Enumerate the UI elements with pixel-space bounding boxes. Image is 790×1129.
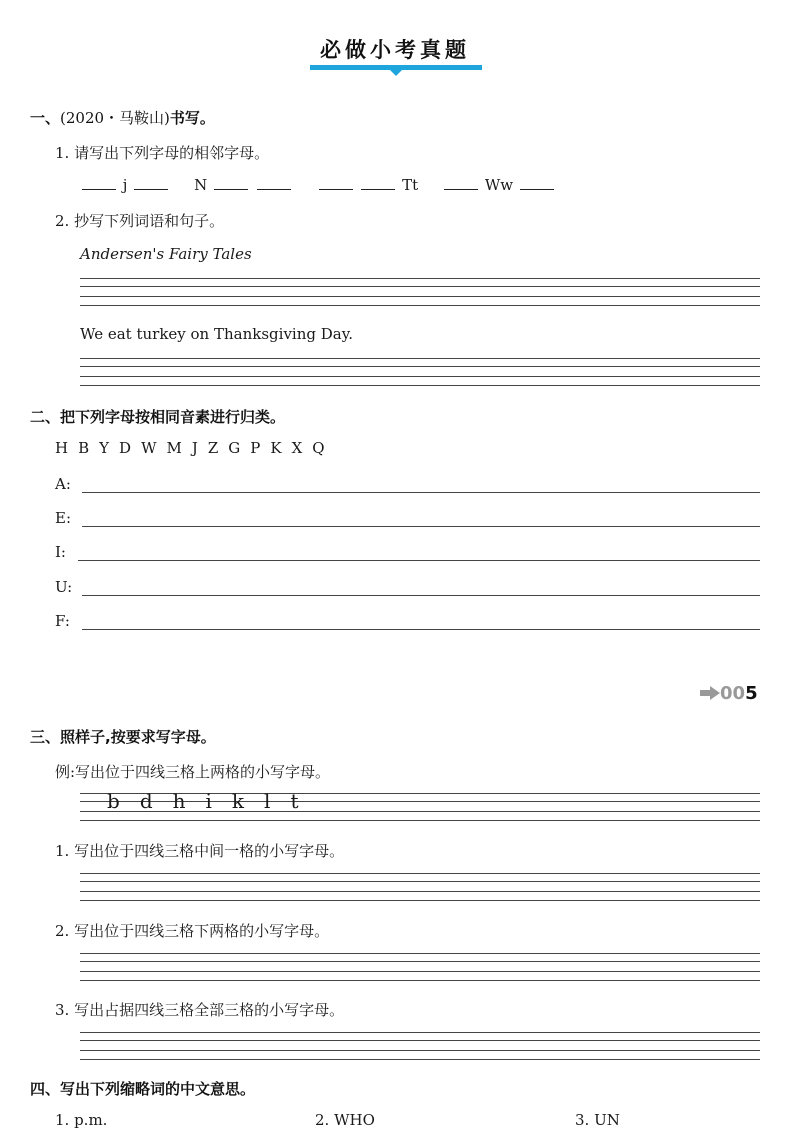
section3-q1: 1. 写出位于四线三格中间一格的小写字母。 (55, 842, 345, 860)
label-U: U: (55, 578, 73, 596)
section4-item-2: 2. WHO (315, 1111, 375, 1129)
answer-blank[interactable] (82, 176, 116, 190)
answer-blank[interactable] (134, 176, 168, 190)
letter-j: j (122, 176, 128, 194)
label-E: E: (55, 509, 72, 527)
example-letter: d (139, 789, 153, 813)
letter-item: H (55, 439, 69, 457)
letter-item: K (270, 439, 282, 457)
section3-heading: 三、照样子,按要求写字母。 (30, 728, 216, 746)
page-title: 必做小考真题 (320, 38, 470, 62)
section3-example: 例:写出位于四线三格上两格的小写字母。 (55, 763, 331, 781)
answer-line-U[interactable] (82, 595, 760, 596)
letter-item: D (119, 439, 132, 457)
letter-Tt: Tt (402, 176, 419, 194)
page-number (700, 683, 758, 704)
title-underline-pointer (390, 70, 402, 76)
section1-heading-text: 书写。 (169, 109, 215, 127)
answer-line-I[interactable] (78, 560, 760, 561)
answer-blank[interactable] (444, 176, 478, 190)
answer-blank[interactable] (257, 176, 291, 190)
section1-heading-year: (2020・马鞍山) (60, 109, 170, 127)
answer-blank[interactable] (214, 176, 248, 190)
letter-item: P (250, 439, 261, 457)
letter-item: Q (312, 439, 325, 457)
letter-Ww: Ww (484, 176, 514, 194)
section1-q2-sentence: We eat turkey on Thanksgiving Day. (80, 325, 353, 343)
example-letter: k (231, 789, 245, 813)
arrow-right-icon (700, 686, 720, 700)
section4-item-3: 3. UN (575, 1111, 620, 1129)
example-letter: i (205, 789, 212, 813)
section1-q2: 2. 抄写下列词语和句子。 (55, 212, 225, 230)
answer-blank[interactable] (361, 176, 395, 190)
section4-item-1: 1. p.m. (55, 1111, 108, 1129)
letter-item: J (191, 439, 198, 457)
page-number-bold: 5 (745, 683, 758, 704)
section1-q1-answers (80, 176, 556, 194)
letter-item: Z (207, 439, 219, 457)
letter-item: B (78, 439, 90, 457)
section1-heading (30, 107, 215, 128)
answer-line-E[interactable] (82, 526, 760, 527)
label-I: I: (55, 543, 66, 561)
label-A: A: (55, 475, 71, 493)
answer-line-F[interactable] (82, 629, 760, 630)
section2-heading: 二、把下列字母按相同音素进行归类。 (30, 408, 286, 426)
letter-list (55, 439, 335, 457)
letter-item: M (166, 439, 182, 457)
section1-q2-phrase: Andersen's Fairy Tales (80, 245, 252, 263)
label-F: F: (55, 612, 70, 630)
letter-N: N (194, 176, 208, 194)
letter-item: Y (99, 439, 110, 457)
letter-item: X (291, 439, 303, 457)
section3-q3: 3. 写出占据四线三格全部三格的小写字母。 (55, 1001, 345, 1019)
answer-blank[interactable] (520, 176, 554, 190)
example-letter: t (290, 789, 299, 813)
example-letters (107, 789, 319, 813)
example-letter: l (264, 789, 271, 813)
letter-item: W (141, 439, 157, 457)
section1-q1: 1. 请写出下列字母的相邻字母。 (55, 144, 270, 162)
answer-blank[interactable] (319, 176, 353, 190)
page-number-dim: 00 (720, 683, 746, 704)
section1-heading-prefix: 一、 (30, 109, 61, 127)
letter-item: G (228, 439, 241, 457)
example-letter: h (172, 789, 186, 813)
section4-heading: 四、写出下列缩略词的中文意思。 (30, 1080, 256, 1098)
section3-q2: 2. 写出位于四线三格下两格的小写字母。 (55, 922, 330, 940)
example-letter: b (107, 789, 120, 813)
answer-line-A[interactable] (82, 492, 760, 493)
